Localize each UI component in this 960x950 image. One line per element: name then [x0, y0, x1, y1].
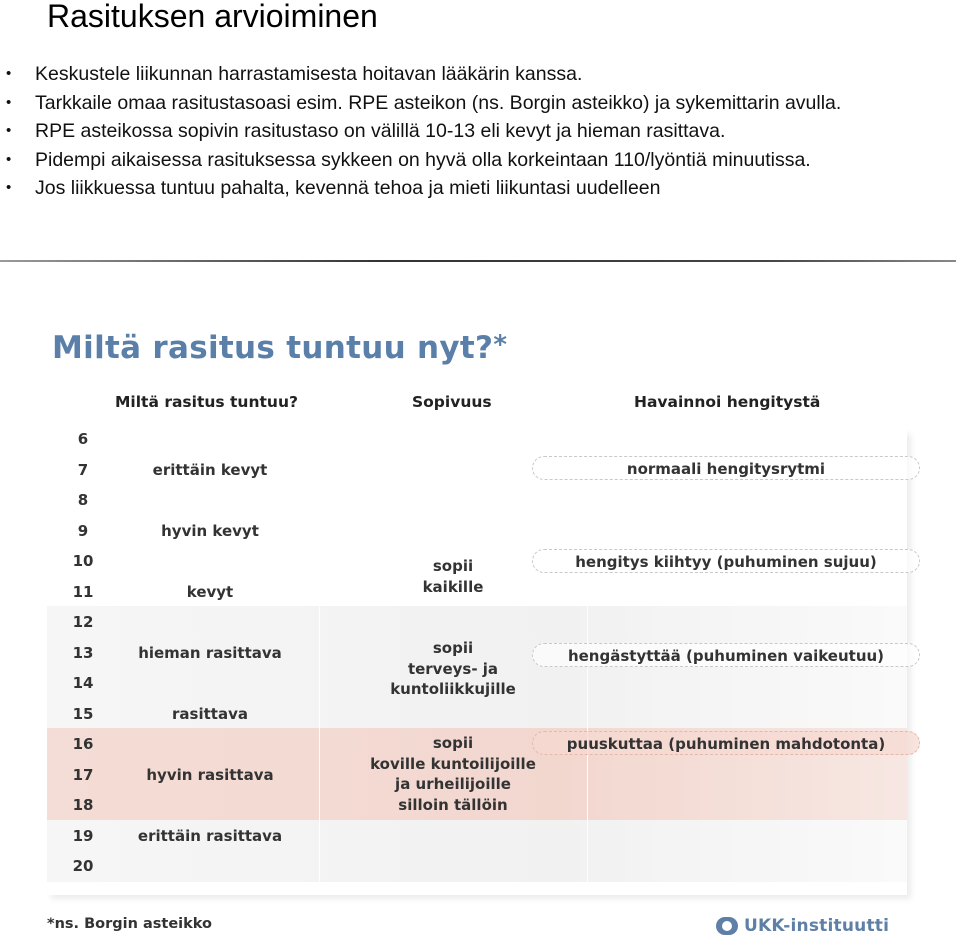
- scale-number: 19: [72, 827, 94, 845]
- bullet-item: [6, 60, 956, 89]
- bullet-text: Pidempi aikaisessa rasituksessa sykkeen on hyvä olla korkeintaan 110/lyöntiä minuutissa.: [35, 148, 811, 171]
- bullet-text: Tarkkaile omaa rasitustasoasi esim. RPE asteikon (ns. Borgin asteikko) ja sykemittarin avulla.: [35, 91, 842, 114]
- suitability-line: kuntoliikkujille: [390, 680, 516, 698]
- bullet-dot: •: [6, 122, 12, 140]
- scale-number: 11: [72, 583, 94, 601]
- feeling-label: hyvin kevyt: [161, 522, 259, 540]
- bullet-text: Jos liikkuessa tuntuu pahalta, kevennä tehoa ja mieti liikuntasi uudelleen: [35, 177, 661, 200]
- bullet-dot: •: [6, 65, 12, 82]
- suitability-line: silloin tällöin: [398, 795, 508, 814]
- suitability-line: sopii: [432, 734, 474, 752]
- bullet-text: RPE asteikossa sopivin rasitustaso on välillä 10-13 eli kevyt ja hieman rasittava.: [35, 120, 726, 143]
- scale-number: 10: [72, 552, 94, 570]
- bullet-dot: •: [6, 179, 12, 197]
- scale-number: 6: [77, 430, 89, 448]
- footnote: *ns. Borgin asteikko: [47, 916, 212, 932]
- suitability-line: sopii: [432, 639, 474, 657]
- bullet-list: [6, 60, 956, 203]
- scale-number: 12: [72, 613, 94, 631]
- suitability-fitness: [353, 638, 553, 700]
- borg-scale-figure: [0, 300, 960, 950]
- breathing-label: puuskuttaa (puhuminen mahdotonta): [532, 731, 920, 755]
- breathing-label: hengitys kiihtyy (puhuminen sujuu): [532, 549, 920, 573]
- breathing-label: normaali hengitysrytmi: [532, 456, 920, 480]
- bullet-dot: •: [6, 150, 12, 168]
- feeling-label: hieman rasittava: [138, 644, 282, 662]
- scale-number: 9: [77, 522, 89, 540]
- scale-number: 15: [72, 705, 94, 723]
- scale-number: 16: [72, 735, 94, 753]
- bullet-item: [6, 174, 956, 203]
- ukk-logo: [716, 914, 889, 938]
- figure-title-star: *: [493, 330, 508, 360]
- suitability-line: koville kuntoilijoille: [370, 754, 536, 773]
- scale-number: 13: [72, 644, 94, 662]
- figure-title: [52, 330, 507, 366]
- breathing-label: hengästyttää (puhuminen vaikeutuu): [532, 643, 920, 667]
- suitability-line: kaikille: [422, 577, 484, 596]
- suitability-line: ja urheilijoille: [395, 775, 511, 793]
- column-separator: [319, 422, 320, 882]
- scale-number: 18: [72, 796, 94, 814]
- slide-title: Rasituksen arvioiminen: [47, 0, 378, 34]
- suitability-athletes: [353, 733, 553, 815]
- scale-number: 14: [72, 674, 94, 692]
- header-breathing: Havainnoi hengitystä: [634, 393, 821, 411]
- figure-title-text: Miltä rasitus tuntuu nyt?: [52, 330, 494, 366]
- bullet-text: Keskustele liikunnan harrastamisesta hoitavan lääkärin kanssa.: [35, 63, 583, 85]
- divider-line: [0, 260, 956, 262]
- feeling-label: erittäin rasittava: [137, 827, 283, 845]
- feeling-label: kevyt: [186, 583, 234, 601]
- scale-number: 7: [77, 461, 89, 479]
- suitability-line: terveys- ja: [407, 659, 499, 678]
- header-feeling: Miltä rasitus tuntuu?: [115, 393, 298, 411]
- bullet-item: [6, 146, 956, 175]
- logo-text: UKK-instituutti: [744, 916, 890, 936]
- scale-number: 17: [72, 766, 94, 784]
- bullet-item: [6, 117, 956, 146]
- suitability-all: [353, 556, 553, 597]
- bullet-item: [6, 89, 956, 118]
- bullet-dot: •: [6, 93, 12, 111]
- feeling-label: erittäin kevyt: [152, 461, 268, 479]
- scale-number: 8: [77, 491, 89, 509]
- feeling-label: rasittava: [172, 705, 248, 723]
- scale-number: 20: [72, 857, 94, 875]
- ukk-logo-icon: [716, 917, 738, 935]
- suitability-line: sopii: [432, 557, 474, 575]
- feeling-label: hyvin rasittava: [146, 766, 274, 784]
- header-suitability: Sopivuus: [412, 393, 492, 411]
